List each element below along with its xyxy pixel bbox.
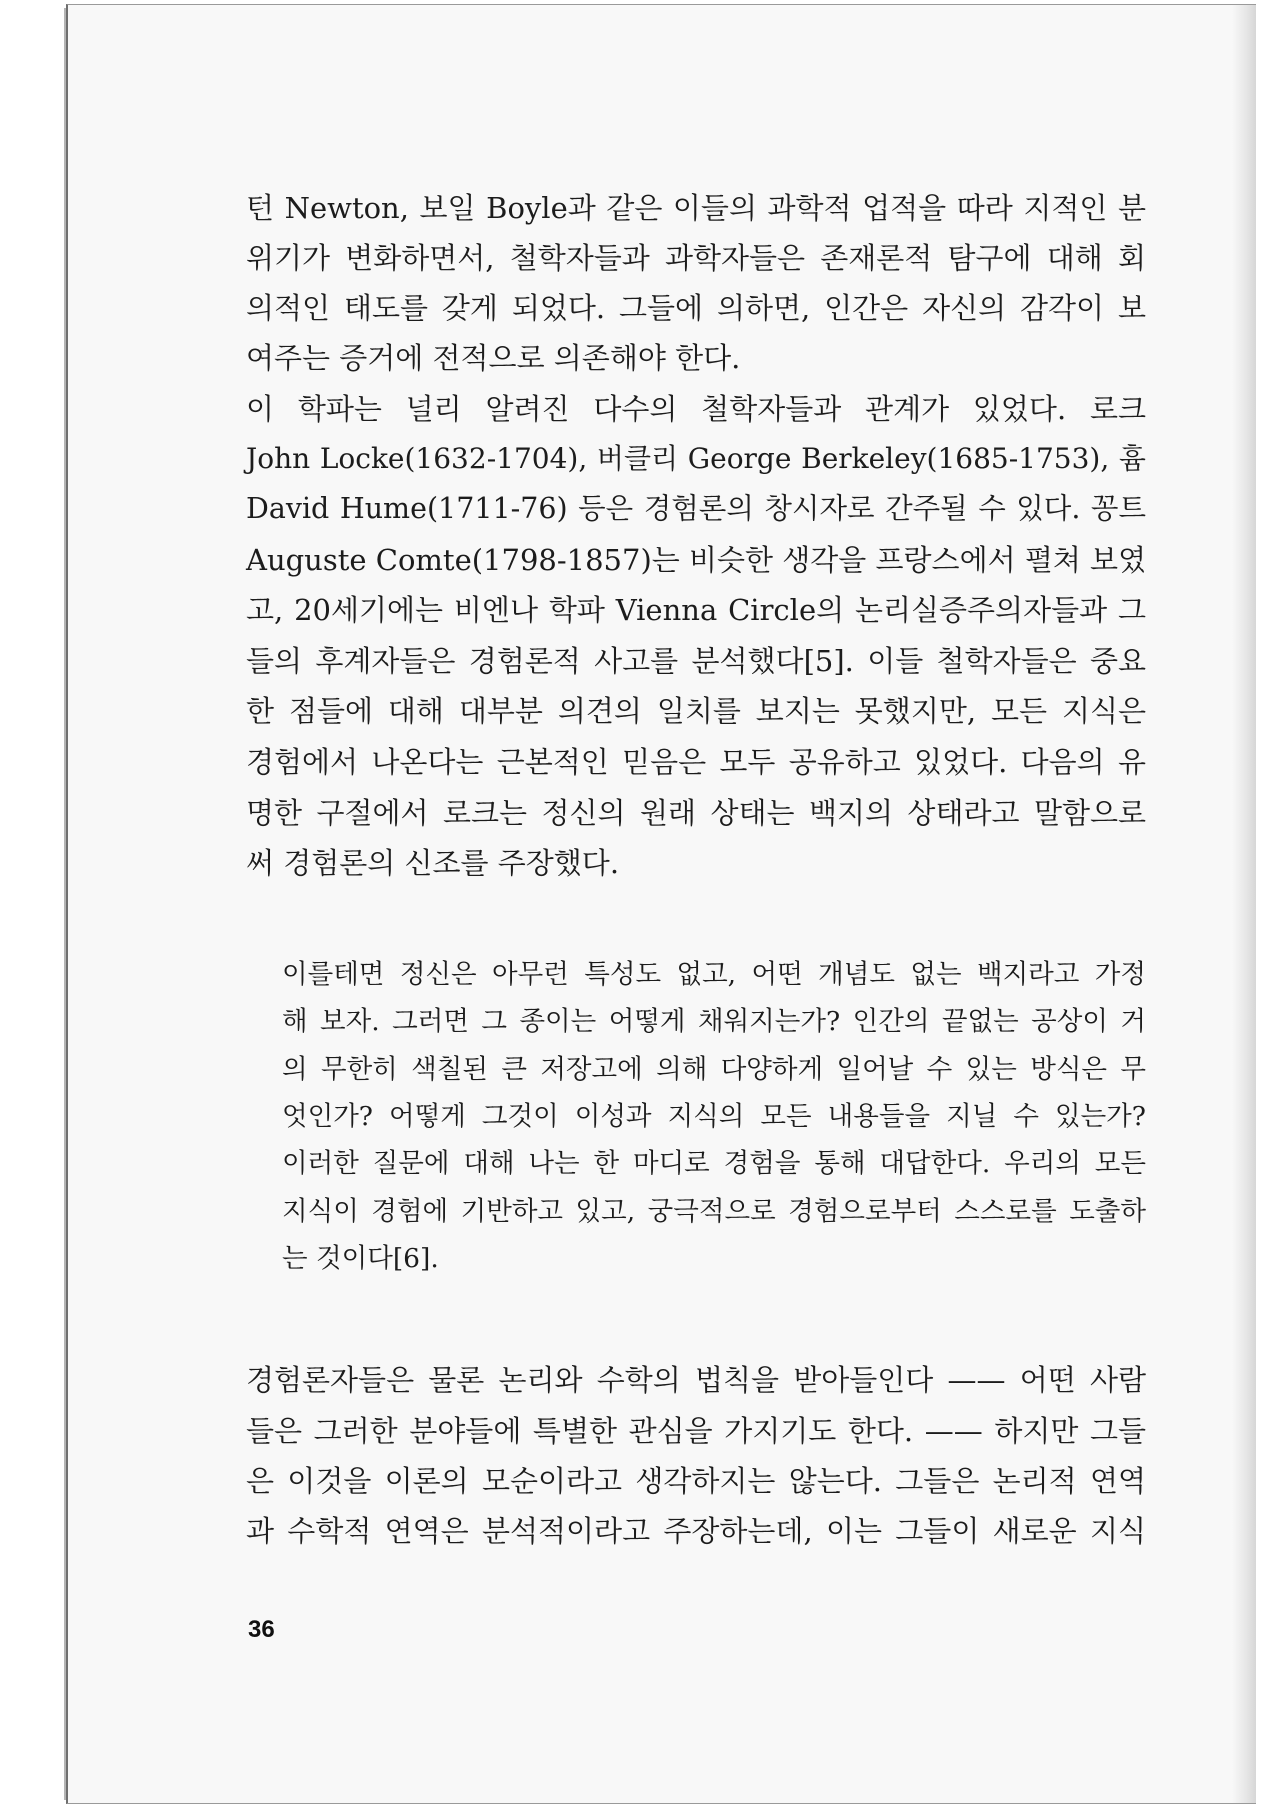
quote-line: 엇인가? 어떻게 그것이 이성과 지식의 모든 내용들을 지닐 수 있는가? — [282, 1101, 1146, 1132]
text-line: 은 이것을 이론의 모순이라고 생각하지는 않는다. 그들은 논리적 연역 — [246, 1464, 1146, 1498]
quote-line: 지식이 경험에 기반하고 있고, 궁극적으로 경험으로부터 스스로를 도출하 — [282, 1196, 1146, 1227]
text-line: 의적인 태도를 갖게 되었다. 그들에 의하면, 인간은 자신의 감각이 보 — [246, 291, 1146, 325]
text-line: 위기가 변화하면서, 철학자들과 과학자들은 존재론적 탐구에 대해 회 — [246, 241, 1146, 275]
text-line: 명한 구절에서 로크는 정신의 원래 상태는 백지의 상태라고 말함으로 — [246, 796, 1146, 830]
text-line: 고, 20세기에는 비엔나 학파 Vienna Circle의 논리실증주의자들과 그 — [246, 593, 1146, 627]
quote-line: 의 무한히 색칠된 큰 저장고에 의해 다양하게 일어날 수 있는 방식은 무 — [282, 1054, 1146, 1085]
text-line: John Locke(1632-1704), 버클리 George Berkeley(1685-1753), 흄 — [246, 442, 1146, 475]
text-line: 여주는 증거에 전적으로 의존해야 한다. — [246, 341, 741, 375]
text-line: 경험론자들은 물론 논리와 수학의 법칙을 받아들인다 —— 어떤 사람 — [246, 1363, 1146, 1397]
text-line: 경험에서 나온다는 근본적인 믿음은 모두 공유하고 있었다. 다음의 유 — [246, 745, 1146, 779]
text-line: 한 점들에 대해 대부분 의견의 일치를 보지는 못했지만, 모든 지식은 — [246, 694, 1146, 728]
text-line: 과 수학적 연역은 분석적이라고 주장하는데, 이는 그들이 새로운 지식 — [246, 1514, 1146, 1548]
text-line: David Hume(1711-76) 등은 경험론의 창시자로 간주될 수 있다. 꽁트 — [246, 492, 1146, 525]
text-line: 써 경험론의 신조를 주장했다. — [246, 846, 620, 880]
text-line: 들의 후계자들은 경험론적 사고를 분석했다[5]. 이들 철학자들은 중요 — [246, 644, 1146, 678]
text-line: 이 학파는 널리 알려진 다수의 철학자들과 관계가 있었다. 로크 — [246, 392, 1146, 426]
text-line: 들은 그러한 분야들에 특별한 관심을 가지기도 한다. —— 하지만 그들 — [246, 1414, 1146, 1448]
text-line: Auguste Comte(1798-1857)는 비슷한 생각을 프랑스에서 펼쳐 보였 — [246, 543, 1147, 577]
page-number: 36 — [248, 1616, 275, 1643]
quote-line: 이러한 질문에 대해 나는 한 마디로 경험을 통해 대답한다. 우리의 모든 — [282, 1148, 1146, 1179]
quote-line: 는 것이다[6]. — [282, 1243, 439, 1274]
quote-line: 이를테면 정신은 아무런 특성도 없고, 어떤 개념도 없는 백지라고 가정 — [282, 959, 1146, 990]
quote-line: 해 보자. 그러면 그 종이는 어떻게 채워지는가? 인간의 끝없는 공상이 거 — [282, 1006, 1146, 1037]
text-line: 턴 Newton, 보일 Boyle과 같은 이들의 과학적 업적을 따라 지적인 분 — [246, 191, 1146, 225]
page-curl-shadow — [1232, 5, 1256, 1803]
